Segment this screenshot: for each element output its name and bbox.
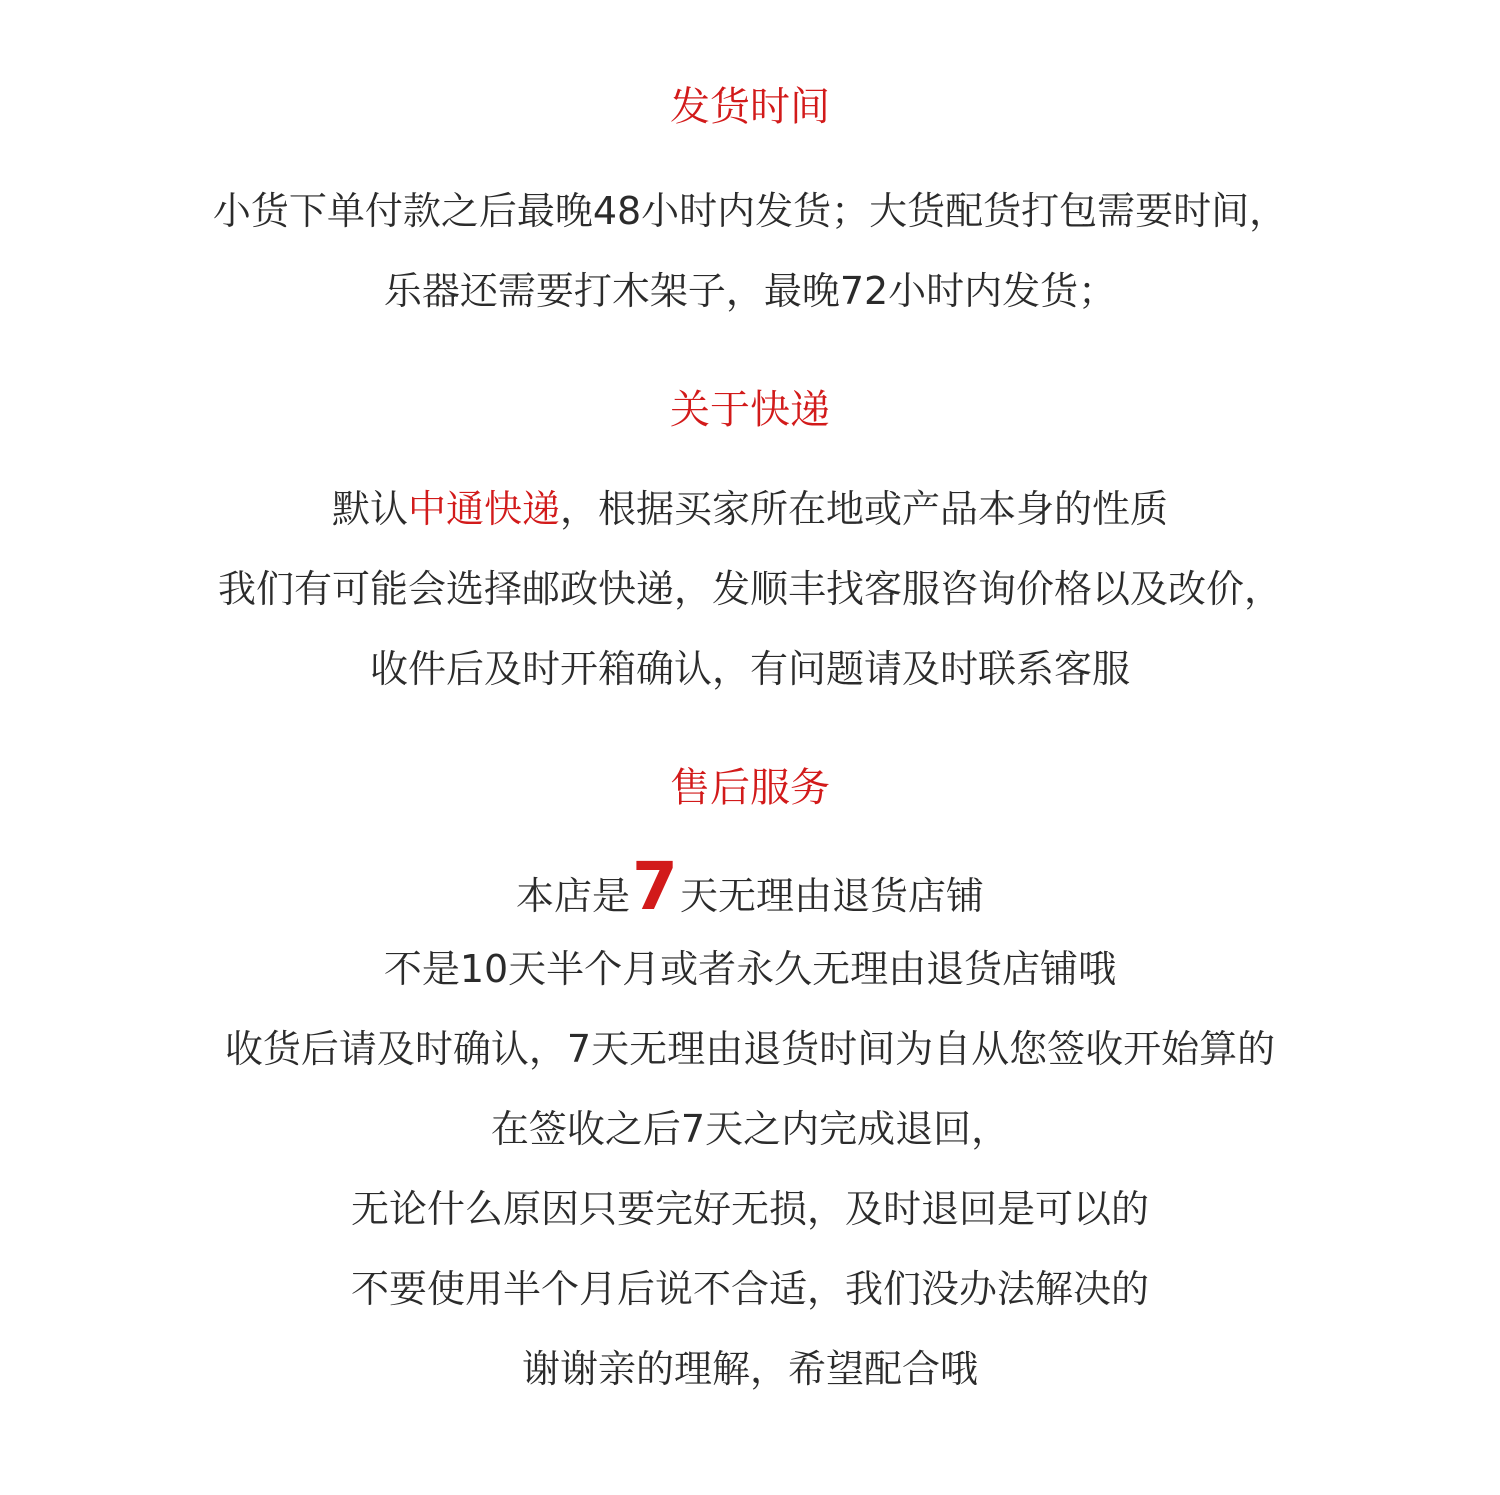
- after-sales-line-1-suffix: 天无理由退货店铺: [679, 874, 984, 918]
- courier-line-1-prefix: 默认: [331, 487, 408, 531]
- after-sales-line-1: [0, 848, 1500, 925]
- after-sales-line-7: 谢谢亲的理解，希望配合哦: [521, 1347, 978, 1391]
- after-sales-heading: 售后服务: [670, 765, 830, 811]
- shipping-time-line-1: 小货下单付款之后最晚48小时内发货；大货配货打包需要时间，: [212, 189, 1288, 233]
- after-sales-line-2: 不是10天半个月或者永久无理由退货店铺哦: [383, 947, 1117, 991]
- seven-days-highlight: 7: [632, 848, 678, 925]
- courier-line-1: [0, 484, 1500, 534]
- courier-line-1-suffix: ，根据买家所在地或产品本身的性质: [560, 487, 1169, 531]
- courier-heading: 关于快递: [670, 387, 830, 433]
- shipping-time-line-2: 乐器还需要打木架子，最晚72小时内发货；: [383, 269, 1117, 313]
- after-sales-line-1-prefix: 本店是: [516, 874, 631, 918]
- courier-highlight: 中通快递: [407, 487, 560, 531]
- after-sales-line-6: 不要使用半个月后说不合适，我们没办法解决的: [350, 1267, 1149, 1311]
- courier-line-3: 收件后及时开箱确认，有问题请及时联系客服: [369, 647, 1130, 691]
- after-sales-line-4: 在签收之后7天之内完成退回，: [490, 1107, 1010, 1151]
- after-sales-line-5: 无论什么原因只要完好无损，及时退回是可以的: [350, 1187, 1149, 1231]
- shipping-time-heading: 发货时间: [670, 84, 830, 130]
- after-sales-line-3: 收货后请及时确认，7天无理由退货时间为自从您签收开始算的: [224, 1027, 1276, 1071]
- courier-line-2: 我们有可能会选择邮政快递，发顺丰找客服咨询价格以及改价，: [217, 567, 1282, 611]
